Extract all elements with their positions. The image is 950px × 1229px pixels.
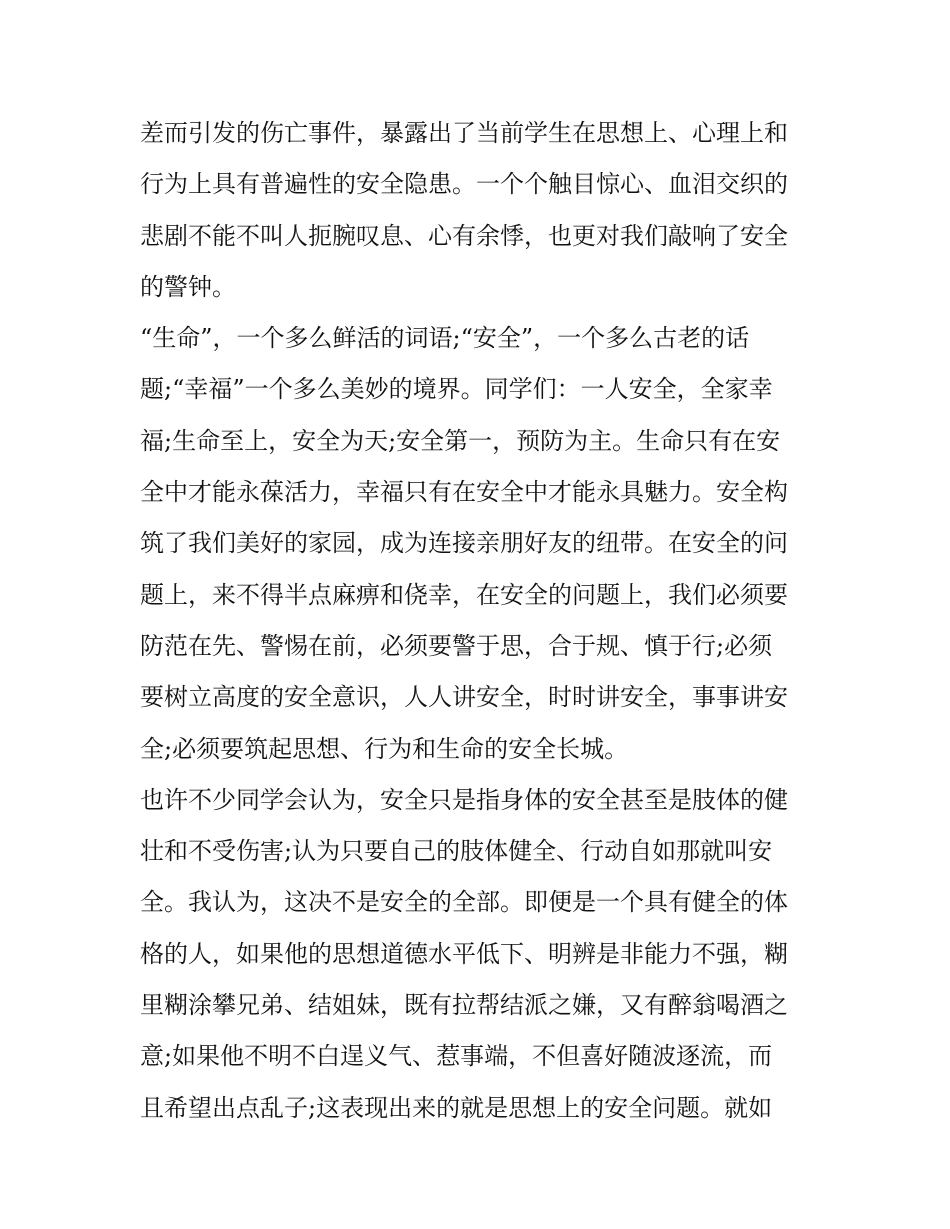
text-line: 全。我认为，这决不是安全的全部。即便是一个具有健全的体 — [140, 888, 788, 917]
text-line: 壮和不受伤害;认为只要自己的肢体健全、行动自如那就叫安 — [140, 837, 773, 866]
text-line: 筑了我们美好的家园，成为连接亲朋好友的纽带。在安全的问 — [140, 529, 788, 558]
text-line: 悲剧不能不叫人扼腕叹息、心有余悸，也更对我们敲响了安全 — [140, 221, 788, 250]
text-line: 全中才能永葆活力，幸福只有在安全中才能永具魅力。安全构 — [140, 478, 788, 507]
text-line: 要树立高度的安全意识，人人讲安全，时时讲安全，事事讲安 — [140, 683, 788, 712]
text-line: 且希望出点乱子;这表现出来的就是思想上的安全问题。就如 — [140, 1093, 773, 1122]
body-text — [140, 108, 820, 1134]
text-line: 防范在先、警惕在前，必须要警于思，合于规、慎于行;必须 — [140, 631, 773, 660]
text-line: 也许不少同学会认为，安全只是指身体的安全甚至是肢体的健 — [140, 785, 788, 814]
text-line: 全;必须要筑起思想、行为和生命的安全长城。 — [140, 734, 629, 763]
text-line: 题上，来不得半点麻痹和侥幸，在安全的问题上，我们必须要 — [140, 580, 788, 609]
text-line: 的警钟。 — [140, 272, 236, 301]
text-line: 福;生命至上，安全为天;安全第一，预防为主。生命只有在安 — [140, 426, 781, 455]
text-line: 里糊涂攀兄弟、结姐妹，既有拉帮结派之嫌，又有醉翁喝酒之 — [140, 991, 788, 1020]
text-line: 差而引发的伤亡事件，暴露出了当前学生在思想上、心理上和 — [140, 119, 788, 147]
text-line: 行为上具有普遍性的安全隐患。一个个触目惊心、血泪交织的 — [140, 170, 788, 199]
text-line: 题;“幸福”一个多么美妙的境界。同学们：一人安全，全家幸 — [140, 375, 773, 404]
text-line: “生命”，一个多么鲜活的词语;“安全”，一个多么古老的话 — [140, 324, 750, 353]
text-line: 格的人，如果他的思想道德水平低下、明辨是非能力不强，糊 — [140, 939, 788, 968]
text-line: 意;如果他不明不白逞义气、惹事端，不但喜好随波逐流，而 — [140, 1042, 773, 1071]
